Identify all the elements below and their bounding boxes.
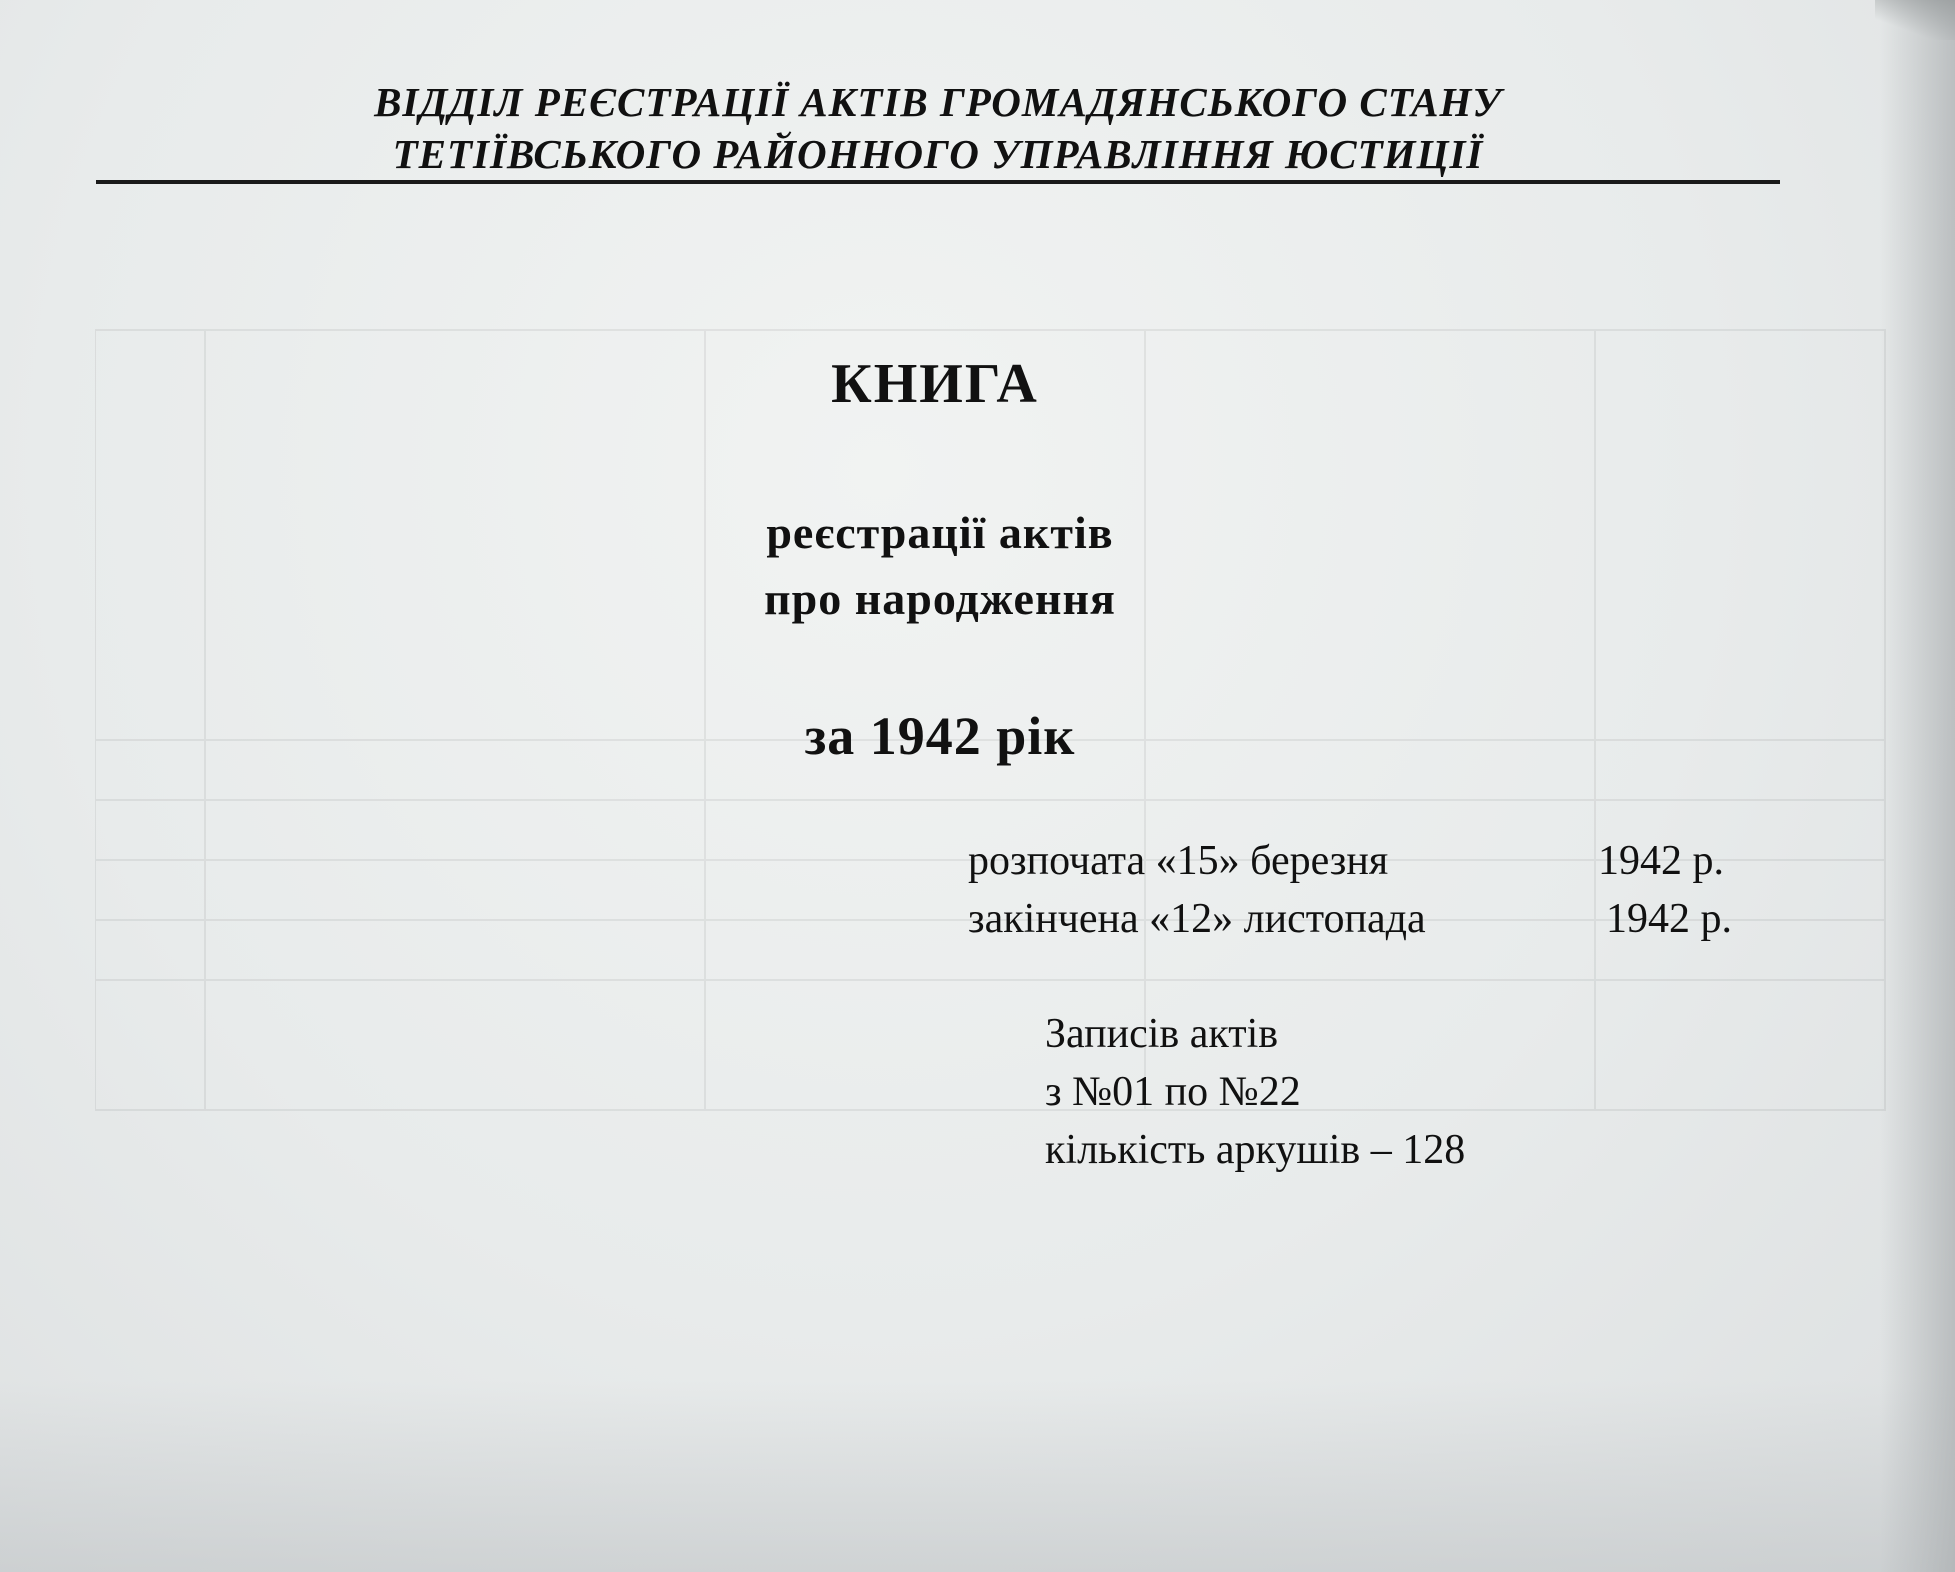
- page-shadow-right: [1880, 0, 1955, 1572]
- book-title: КНИГА: [831, 353, 1039, 415]
- header-line-2: ТЕТІЇВСЬКОГО РАЙОННОГО УПРАВЛІННЯ ЮСТИЦІЇ: [392, 131, 1484, 177]
- header-divider: [96, 180, 1780, 184]
- subtitle-line-1: реєстрації актів: [766, 507, 1114, 558]
- page-shadow-bottom: [0, 1380, 1955, 1572]
- start-date-row: [968, 832, 1768, 890]
- end-date-label: закінчена «12» листопада: [968, 896, 1426, 942]
- end-date-year: 1942 р.: [1606, 896, 1732, 942]
- records-title: Записів актів: [1045, 1011, 1279, 1057]
- records-summary: [1045, 1005, 1465, 1179]
- sheet-count: кількість аркушів – 128: [1045, 1127, 1466, 1173]
- start-date-year: 1942 р.: [1598, 838, 1724, 884]
- records-range: з №01 по №22: [1045, 1069, 1301, 1115]
- book-subtitle: [640, 500, 1240, 632]
- book-dates: [968, 832, 1768, 948]
- header-line-1: ВІДДІЛ РЕЄСТРАЦІЇ АКТІВ ГРОМАДЯНСЬКОГО СТАНУ: [374, 79, 1502, 125]
- department-header: [96, 76, 1780, 180]
- subtitle-line-2: про народження: [764, 573, 1116, 624]
- page-corner-shadow: [1875, 0, 1955, 40]
- end-date-row: [968, 890, 1768, 948]
- book-year: за 1942 рік: [804, 706, 1076, 766]
- start-date-label: розпочата «15» березня: [968, 838, 1389, 884]
